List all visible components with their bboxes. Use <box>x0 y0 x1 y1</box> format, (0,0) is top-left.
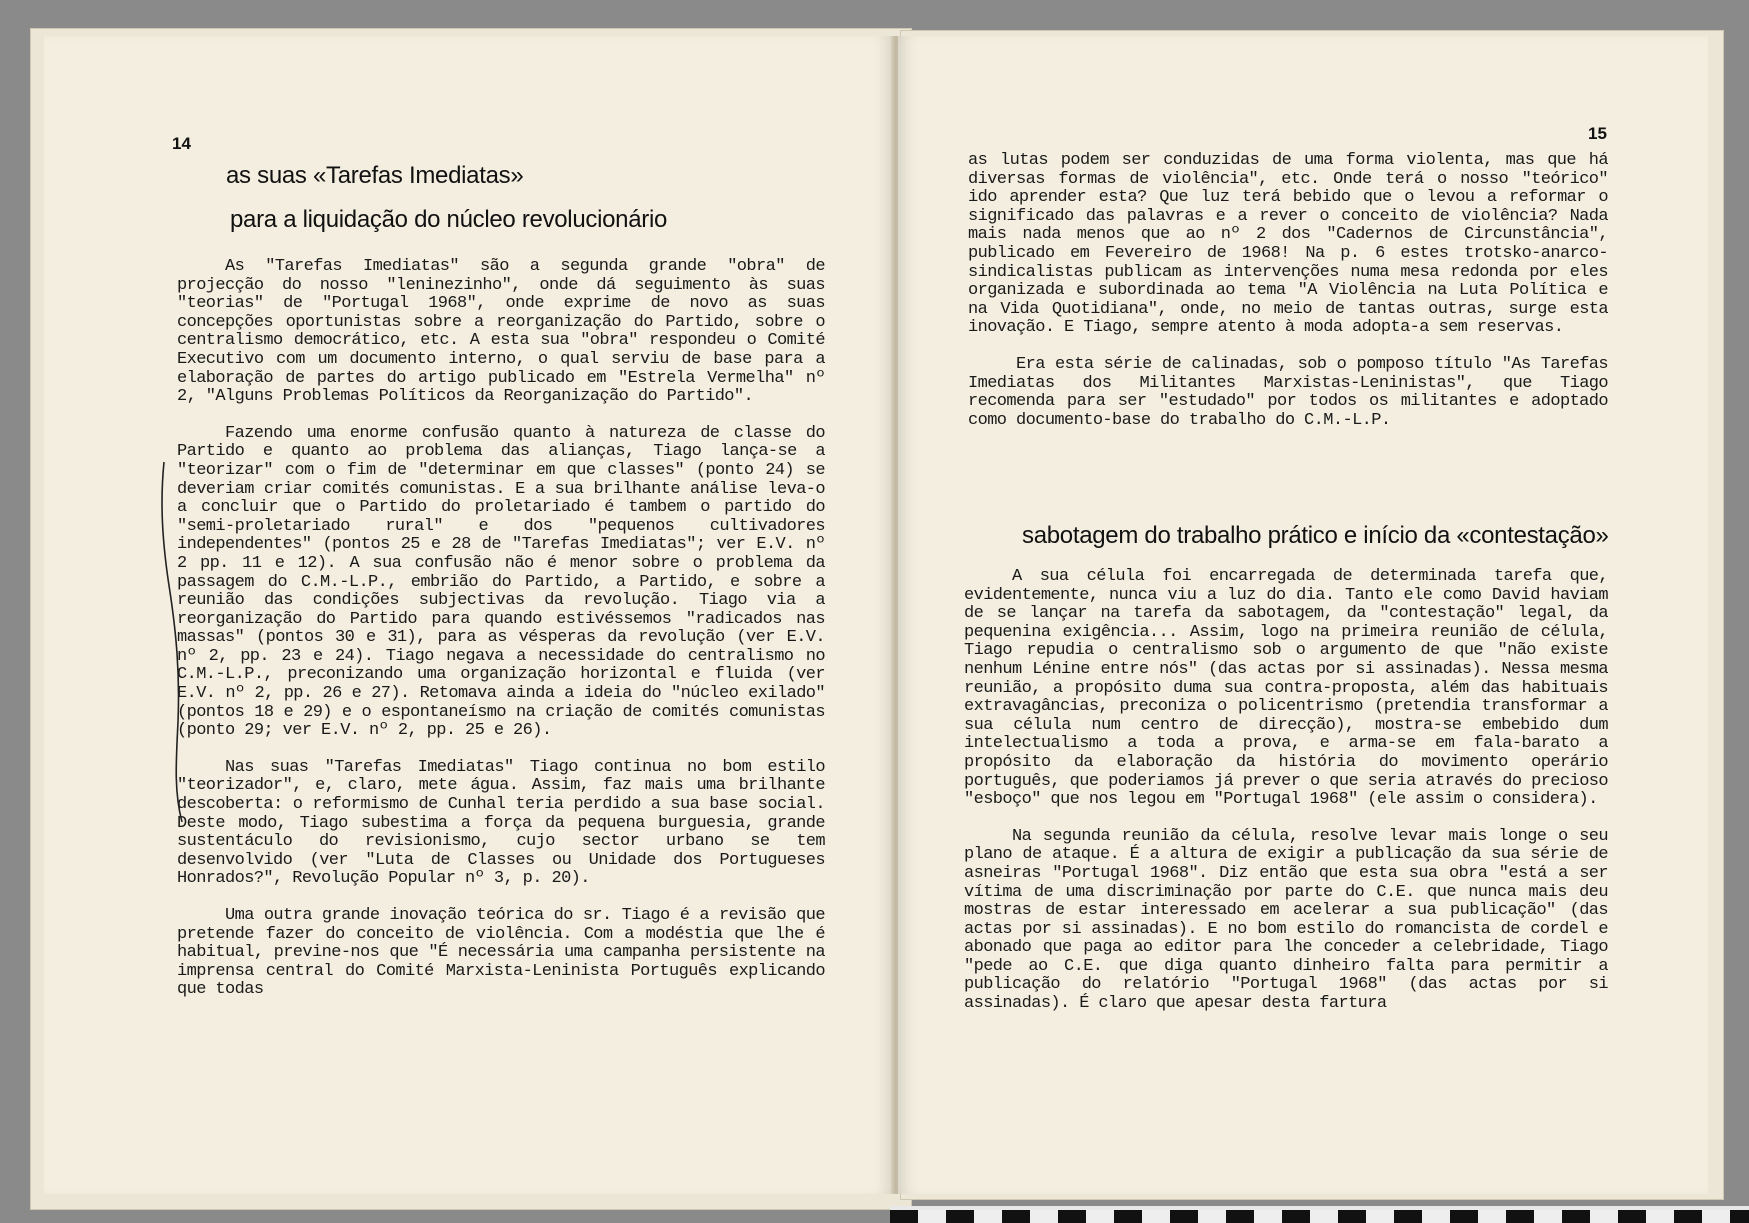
text-column-top <box>968 152 1608 448</box>
page-number: 14 <box>172 134 191 153</box>
scale-bar <box>890 1210 1749 1223</box>
page-number: 15 <box>1588 124 1607 143</box>
paragraph: Era esta série de calinadas, sob o pomposo título "As Tarefas Imediatas dos Militantes Marxistas-Leninistas", que Tiago recomenda para ser "estudado" por todos os militantes e adoptado como documento-base do trabalho do C.M.-L.P. <box>968 354 1608 430</box>
paragraph: A sua célula foi encarregada de determinada tarefa que, evidentemente, nunca viu a luz do dia. Tanto ele como David haviam de se lançar na tarefa da sabotagem, da "contestação" legal, da pequenina exigência... Assim, logo na primeira reunião de célula, Tiago repudia o centralismo sob o argumento de que "não existe nenhum Lénine entre nós" (das actas por si assinadas). Nessa mesma reunião, a propósito duma sua contra-proposta, além das habituais extravagâncias, preconiza o policentrismo (pretendia transformar a sua célula num centro de direcção), mostra-se embebido dum intelectualismo a toda a prova, e arma-se em fala-barato a propósito da elaboração da história do movimento operário português, que poderiamos já prever o que seria através do precioso "esboço" que nos legou em "Portugal 1968" (ele assim o considera). <box>964 567 1608 810</box>
paragraph: Na segunda reunião da célula, resolve levar mais longe o seu plano de ataque. É a altura de exigir a publicação da sua série de asneiras "Portugal 1968". Diz então que esta sua obra "está a ser vítima de uma discriminação por parte do C.E. que nunca mais deu mostras de estar interessado em acelerar a sua publicação" (das actas por si assinadas). E no bom estilo do romancista de cordel e abonado que paga ao editor para lhe conceder a celebridade, Tiago "pede ao C.E. que diga quanto dinheiro falta para permitir a publicação do relatório "Portugal 1968" (das actas por si assinadas). É claro que apesar desta fartura <box>964 826 1608 1014</box>
margin-pencil-mark <box>160 462 190 822</box>
text-column-bottom <box>964 568 1608 1032</box>
section-heading-line1: as suas «Tarefas Imediatas» <box>226 162 524 189</box>
section-heading-line2: para a liquidação do núcleo revolucionário <box>230 206 668 233</box>
text-column <box>177 258 825 1018</box>
paragraph: Uma outra grande inovação teórica do sr. Tiago é a revisão que pretende fazer do conceito de violência. Com a modéstia que lhe é habitual, previne-nos que "É necessária uma campanha persistente na imprensa central do Comité Marxista-Leninista Português explicando que todas <box>177 906 825 1000</box>
paragraph: Fazendo uma enorme confusão quanto à natureza de classe do Partido e quanto ao problema das alianças, Tiago lança-se a "teorizar" com o fim de "determinar em que classes" (ponto 24) se deveriam criar comités comunistas. E a sua brilhante análise leva-o a concluir que o Partido do proletariado é tambem o partido do "semi-proletariado rural" e dos "pequenos cultivadores independentes" (pontos 25 e 28 de "Tarefas Imediatas"; ver E.V. nº 2 pp. 11 e 12). A sua confusão não é menor sobre o problema da passagem do C.M.-L.P., embrião do Partido, a Partido, e sobre a reunião das condições subjectivas da revolução. Tiago via a reorganização do Partido para quando estivéssemos "radicados nas massas" (pontos 30 e 31), para as vésperas da revolução (ver E.V. nº 2, pp. 23 e 24). Tiago negava a necessidade do centralismo no C.M.-L.P., preconizando uma organização horizontal e fluida (ver E.V. nº 2, pp. 26 e 27). Retomava ainda a ideia do "núcleo exilado" (pontos 18 e 29) e o espontaneísmo na criação de comités comunistas (ponto 29; ver E.V. nº 2, pp. 25 e 26). <box>177 423 825 741</box>
paragraph: as lutas podem ser conduzidas de uma forma violenta, mas que há diversas formas de violência", etc. Onde terá o nosso "teórico" ido aprender esta? Que luz terá bebido que o levou a reformar o significado das palavras e a rever o conceito de violência? Nada mais nada menos que ao nº 2 dos "Cadernos de Circunstância", publicado em Fevereiro de 1968! Na p. 6 estes trotsko-anarco-sindicalistas publicam as intervenções numa mesa redonda por eles organizada e subordinada ao tema "A Violência na Luta Política e na Vida Quotidiana", onde, no meio de tantas outras, surge esta inovação. E Tiago, sempre atento à moda adopta-a sem reservas. <box>968 151 1608 338</box>
section-heading: sabotagem do trabalho prático e início da «contestação» <box>1022 522 1609 549</box>
paragraph: As "Tarefas Imediatas" são a segunda grande "obra" de projecção do nosso "leninezinho", onde dá seguimento às suas "teorias" de "Portugal 1968", onde exprime de novo as suas concepções oportunistas sobre a reorganização do Partido, sobre o centralismo democrático, etc. A esta sua "obra" respondeu o Comité Executivo com um documento interno, o qual serviu de base para a elaboração de partes do artigo publicado em "Estrela Vermelha" nº 2, "Alguns Problemas Políticos da Reorganização do Partido". <box>177 257 825 407</box>
paragraph: Nas suas "Tarefas Imediatas" Tiago continua no bom estilo "teorizador", e, claro, mete água. Assim, faz mais uma brilhante descoberta: o reformismo de Cunhal teria perdido a sua base social. Deste modo, Tiago subestima a força da pequena burguesia, grande sustentáculo do revisionismo, cujo sector urbano se tem desenvolvido (ver "Luta de Classes ou Unidade dos Portugueses Honrados?", Revolução Popular nº 3, p. 20). <box>177 757 825 889</box>
right-page <box>898 36 1708 1194</box>
